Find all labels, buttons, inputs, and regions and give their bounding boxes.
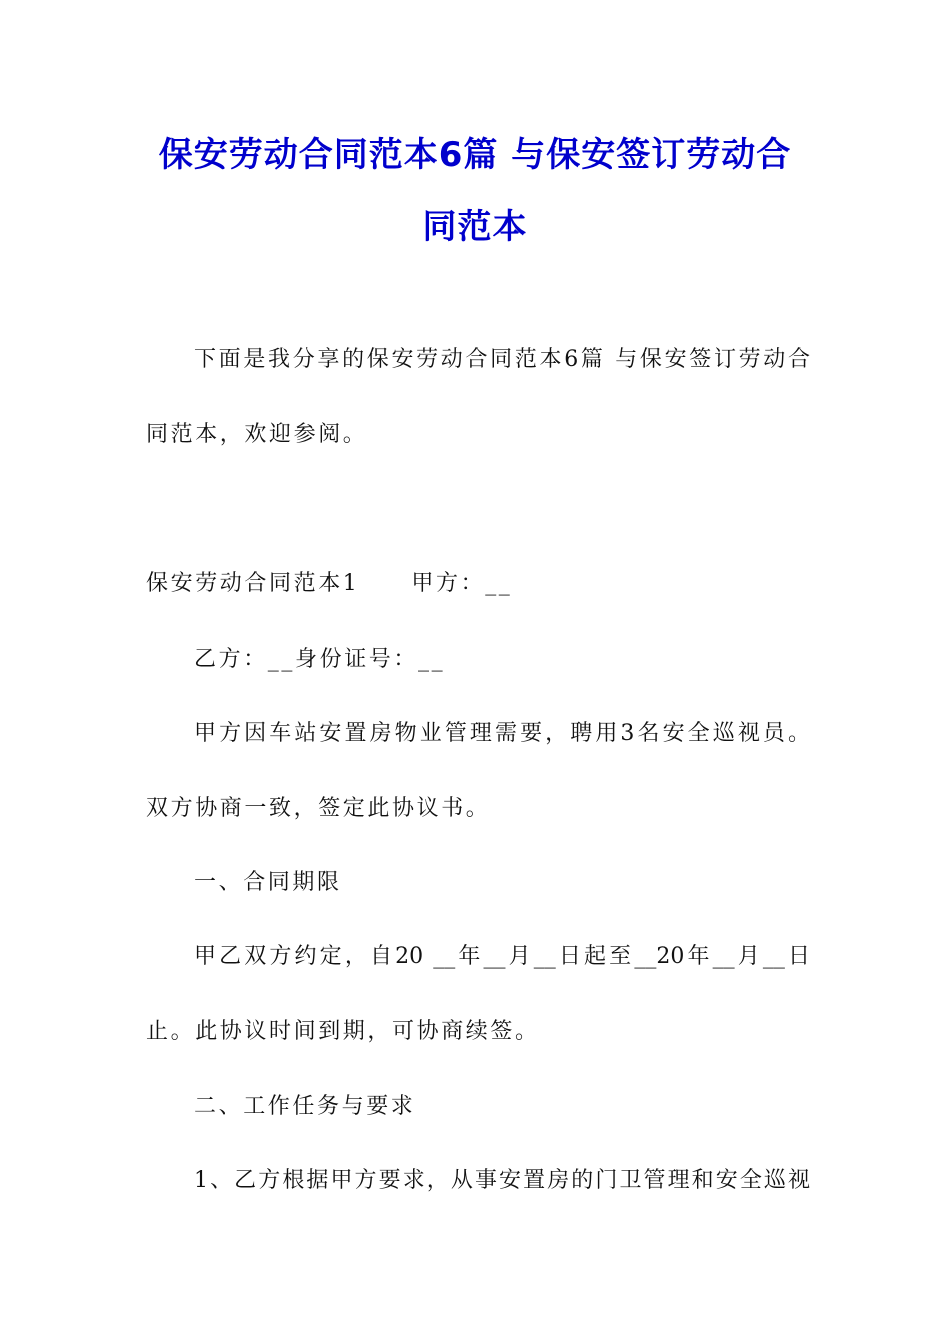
- party-b-line: 乙方：__身份证号：__: [194, 647, 446, 672]
- intro-line-1: 下面是我分享的保安劳动合同范本6篇 与保安签订劳动合: [194, 347, 810, 372]
- clause-2-heading: 二、工作任务与要求: [194, 1094, 416, 1119]
- clause-1-heading: 一、合同期限: [194, 870, 342, 895]
- document-title-line-1: 保安劳动合同范本6篇 与保安签订劳动合: [158, 135, 792, 175]
- clause-1-line-1: 甲乙双方约定，自20 __年__月__日起至__20年__月__日: [194, 944, 810, 969]
- section-heading-row: [146, 573, 810, 595]
- party-a-label: 甲方：__: [411, 571, 513, 596]
- clause-1-line-2: 止。此协议时间到期，可协商续签。: [146, 1019, 540, 1044]
- clause-2-item-1-line-1: 1、乙方根据甲方要求，从事安置房的门卫管理和安全巡视: [194, 1168, 810, 1193]
- paragraph-1-line-1: 甲方因车站安置房物业管理需要，聘用3名安全巡视员。: [194, 721, 810, 746]
- intro-line-2: 同范本，欢迎参阅。: [146, 422, 368, 447]
- section-heading: 保安劳动合同范本1: [146, 571, 360, 596]
- paragraph-1-line-2: 双方协商一致，签定此协议书。: [146, 796, 491, 821]
- document-title-line-2: 同范本: [422, 207, 528, 247]
